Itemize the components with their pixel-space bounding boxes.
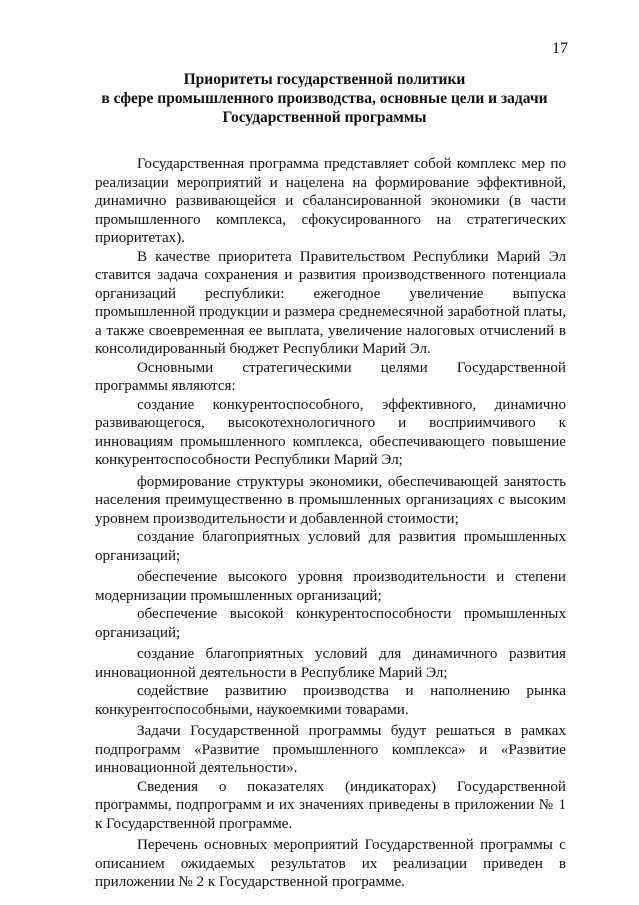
goal-item-economy-structure: формирование структуры экономики, обеспечивающей занятость населения преимущественно в промышленных организациях с высоким уровнем производительности и добавленной стоимости; <box>95 473 566 527</box>
goal-item-market-support: содействие развитию производства и наполнению рынка конкурентоспособными, наукоемкими товарами. <box>95 683 566 718</box>
paragraph-program-description: Государственная программа представляет собой комплекс мер по реализации мероприятий и нацелена на формирование эффективной, динамично развивающейся и сбалансированной экономики (в части промышленного комплекса, сфокусированного на стратегических приоритетах). <box>95 156 566 246</box>
paragraph-government-priority: В качестве приоритета Правительством Республики Марий Эл ставится задача сохранения и развития производственного потенциала организаций республики: ежегодное увеличение выпуска промышленной продукции и размера среднемесячной заработной платы, а также своевременная ее выплата, увеличение налоговых отчислений в консолидированный бюджет Республики Марий Эл. <box>95 248 566 357</box>
page-number: 17 <box>552 40 568 57</box>
heading-line-2: в сфере промышленного производства, основные цели и задачи <box>101 90 548 107</box>
paragraph-main-activities: Перечень основных мероприятий Государственной программы с описанием ожидаемых результатов их реализации приведен в приложении № 2 к Государственной программе. <box>95 837 566 890</box>
heading-line-1: Приоритеты государственной политики <box>183 71 466 88</box>
heading-line-3: Государственной программы <box>222 109 427 126</box>
goal-item-competitive-industry: создание конкурентоспособного, эффективного, динамично развивающегося, высокотехнологичного и восприимчивого к инновациям промышленного комплекса, обеспечивающего повышение конкурентоспособности Республики Марий Эл; <box>95 396 566 468</box>
paragraph-strategic-goals-intro: Основными стратегическими целями Государственной программы являются: <box>95 359 566 394</box>
section-heading <box>95 70 554 127</box>
goal-item-favorable-conditions: создание благоприятных условий для развития промышленных организаций; <box>95 529 566 564</box>
goal-item-innovation: создание благоприятных условий для динамичного развития инновационной деятельности в Республике Марий Эл; <box>95 646 566 681</box>
paragraph-program-tasks: Задачи Государственной программы будут решаться в рамках подпрограмм «Развитие промышленного комплекса» и «Развитие инновационной деятельности». <box>95 723 566 776</box>
goal-item-competitiveness: обеспечение высокой конкурентоспособности промышленных организаций; <box>95 606 566 641</box>
document-body <box>95 155 566 892</box>
goal-item-productivity: обеспечение высокого уровня производительности и степени модернизации промышленных организаций; <box>95 569 566 604</box>
paragraph-indicators: Сведения о показателях (индикаторах) Государственной программы, подпрограмм и их значениях приведены в приложении № 1 к Государственной программе. <box>95 778 566 832</box>
